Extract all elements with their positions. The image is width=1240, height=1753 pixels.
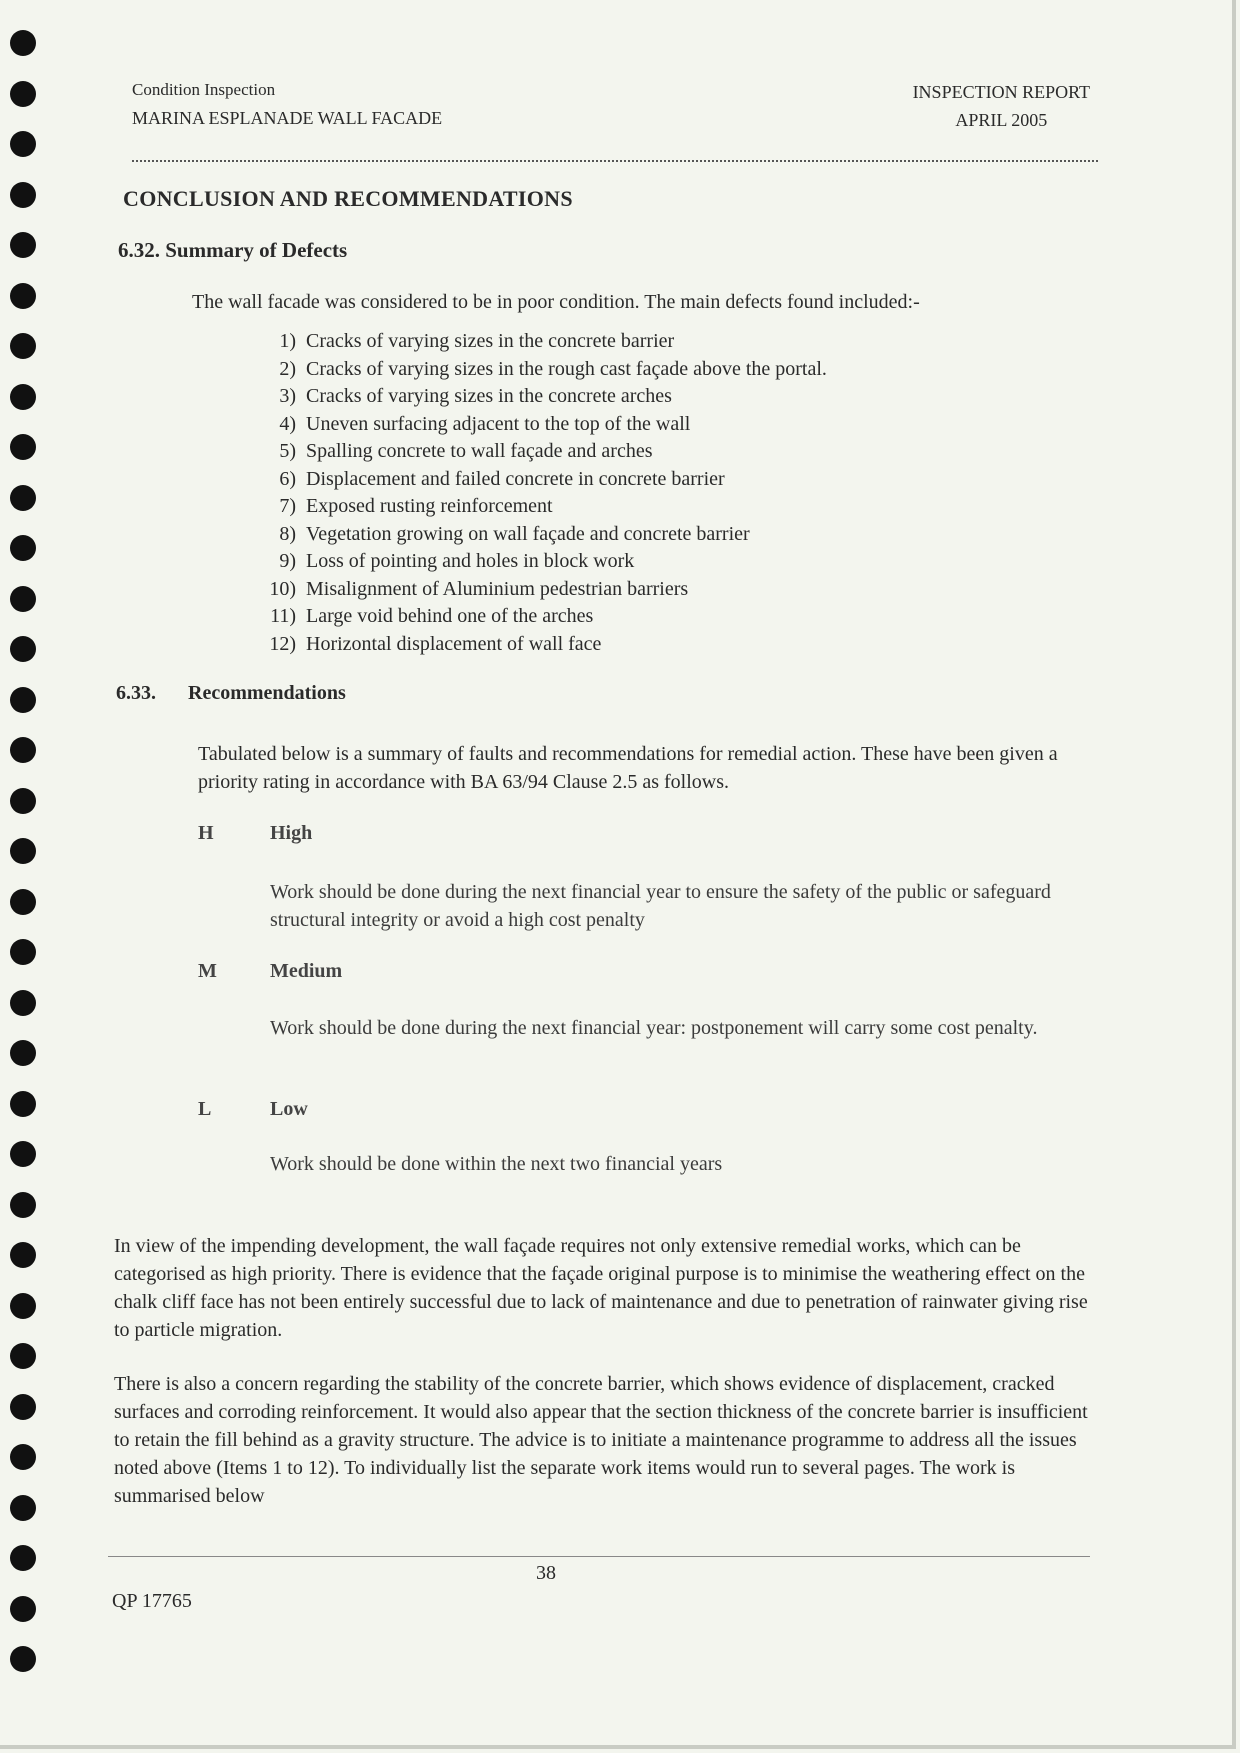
- binding-hole: [10, 586, 36, 612]
- defect-number: 12): [269, 632, 296, 655]
- header-date: APRIL 2005: [955, 110, 1048, 130]
- priority-code-high: H: [198, 822, 214, 844]
- defect-text: Uneven surfacing adjacent to the top of the wall: [306, 412, 691, 435]
- defect-text: Misalignment of Aluminium pedestrian barriers: [306, 577, 689, 600]
- defect-text: Cracks of varying sizes in the concrete arches: [306, 385, 672, 407]
- binding-hole: [10, 535, 36, 561]
- binding-hole: [10, 636, 36, 662]
- binding-hole: [10, 1192, 36, 1218]
- footer-divider: [108, 1556, 1090, 1557]
- binding-hole: [10, 889, 36, 915]
- defect-item: [250, 438, 827, 466]
- binding-hole: [10, 1242, 36, 1268]
- defect-number: 1): [279, 330, 296, 352]
- defect-item: [250, 328, 827, 356]
- binding-hole: [10, 1141, 36, 1167]
- priority-label-medium: Medium: [270, 960, 343, 982]
- defect-text: Cracks of varying sizes in the rough cast façade above the portal.: [306, 357, 827, 380]
- defect-number: 8): [279, 522, 296, 545]
- binding-hole: [10, 838, 36, 864]
- defect-text: Cracks of varying sizes in the concrete barrier: [306, 330, 675, 352]
- defect-text: Horizontal displacement of wall face: [306, 632, 602, 655]
- header-right: [913, 78, 1090, 134]
- header-project-name: MARINA ESPLANADE WALL FACADE: [132, 108, 443, 128]
- binding-hole: [10, 81, 36, 107]
- binding-hole: [10, 1293, 36, 1319]
- binding-hole: [10, 1091, 36, 1117]
- defect-number: 5): [279, 440, 296, 462]
- binding-hole: [10, 30, 36, 56]
- priority-description-high: Work should be done during the next financial year to ensure the safety of the public or safeguard structural integrity or avoid a high cost penalty: [270, 881, 1051, 931]
- recommendations-heading-text: Recommendations: [188, 682, 346, 704]
- binding-hole: [10, 1343, 36, 1369]
- header-divider: [132, 160, 1098, 162]
- defect-item: [250, 383, 827, 411]
- binding-hole: [10, 1646, 36, 1672]
- header-report-type: INSPECTION REPORT: [912, 82, 1090, 102]
- priority-code-medium: M: [198, 960, 217, 982]
- recommendations-heading: [116, 682, 346, 705]
- summary-heading: 6.32. Summary of Defects: [118, 238, 348, 262]
- binding-hole: [10, 939, 36, 965]
- binding-hole: [10, 434, 36, 460]
- priority-label-high: High: [270, 822, 313, 844]
- header-document-type: Condition Inspection: [132, 80, 276, 99]
- binding-hole: [10, 1596, 36, 1622]
- summary-intro: The wall facade was considered to be in poor condition. The main defects found included:-: [192, 291, 920, 313]
- binding-hole: [10, 1394, 36, 1420]
- defects-list: [250, 328, 827, 658]
- binding-hole: [10, 788, 36, 814]
- body-paragraph: There is also a concern regarding the stability of the concrete barrier, which shows evidence of displacement, cracked surfaces and corroding reinforcement. It would also appear that the section thickness of the concrete barrier is insufficient to retain the fill behind as a gravity structure. The advice is to initiate a maintenance programme to address all the issues noted above (Items 1 to 12). To individually list the separate work items would run to several pages. The work is summarised below: [114, 1373, 1088, 1507]
- binding-hole: [10, 1545, 36, 1571]
- binding-hole: [10, 333, 36, 359]
- binding-hole: [10, 1444, 36, 1470]
- binding-hole: [10, 737, 36, 763]
- defect-item: [250, 493, 827, 521]
- body-paragraph: In view of the impending development, the wall façade requires not only extensive remedial works, which can be categorised as high priority. There is evidence that the façade original purpose is to minimise the weathering effect on the chalk cliff face has not been entirely successful due to lack of maintenance and due to penetration of rainwater giving rise to particle migration.: [114, 1235, 1088, 1341]
- defect-number: 11): [270, 605, 296, 627]
- defect-item: [250, 411, 827, 439]
- binding-hole: [10, 687, 36, 713]
- defect-number: 6): [279, 467, 296, 490]
- binding-hole: [10, 990, 36, 1016]
- defect-text: Exposed rusting reinforcement: [306, 495, 553, 517]
- binding-hole: [10, 283, 36, 309]
- recommendations-heading-number: 6.33.: [116, 682, 156, 704]
- defect-text: Displacement and failed concrete in concrete barrier: [306, 467, 725, 490]
- priority-description-medium: Work should be done during the next financial year: postponement will carry some cost penalty.: [270, 1017, 1038, 1039]
- defect-text: Vegetation growing on wall façade and concrete barrier: [306, 522, 750, 545]
- binding-hole: [10, 232, 36, 258]
- page-number: 38: [536, 1562, 556, 1584]
- defect-item: [250, 521, 827, 549]
- binding-holes: [10, 30, 36, 1730]
- defect-number: 2): [279, 357, 296, 380]
- defect-number: 4): [279, 412, 296, 435]
- binding-hole: [10, 1495, 36, 1521]
- defect-item: [250, 356, 827, 384]
- priority-label-low: Low: [270, 1098, 308, 1120]
- defect-item: [250, 548, 827, 576]
- recommendations-intro: Tabulated below is a summary of faults and recommendations for remedial action. These have been given a priority rating in accordance with BA 63/94 Clause 2.5 as follows.: [198, 743, 1058, 793]
- binding-hole: [10, 1040, 36, 1066]
- defect-item: [250, 576, 827, 604]
- defect-text: Spalling concrete to wall façade and arches: [306, 440, 653, 462]
- defect-number: 7): [279, 495, 296, 517]
- binding-hole: [10, 131, 36, 157]
- defect-item: [250, 466, 827, 494]
- defect-item: [250, 631, 827, 659]
- header-left: [132, 76, 442, 132]
- binding-hole: [10, 384, 36, 410]
- document-reference: QP 17765: [112, 1590, 192, 1612]
- section-title: CONCLUSION AND RECOMMENDATIONS: [123, 186, 573, 211]
- defect-number: 3): [279, 385, 296, 407]
- defect-number: 10): [269, 577, 296, 600]
- defect-text: Large void behind one of the arches: [306, 605, 594, 627]
- priority-code-low: L: [198, 1098, 212, 1120]
- defect-text: Loss of pointing and holes in block work: [306, 550, 635, 572]
- defect-number: 9): [279, 550, 296, 572]
- priority-description-low: Work should be done within the next two financial years: [270, 1153, 723, 1175]
- defect-item: [250, 603, 827, 631]
- binding-hole: [10, 182, 36, 208]
- binding-hole: [10, 485, 36, 511]
